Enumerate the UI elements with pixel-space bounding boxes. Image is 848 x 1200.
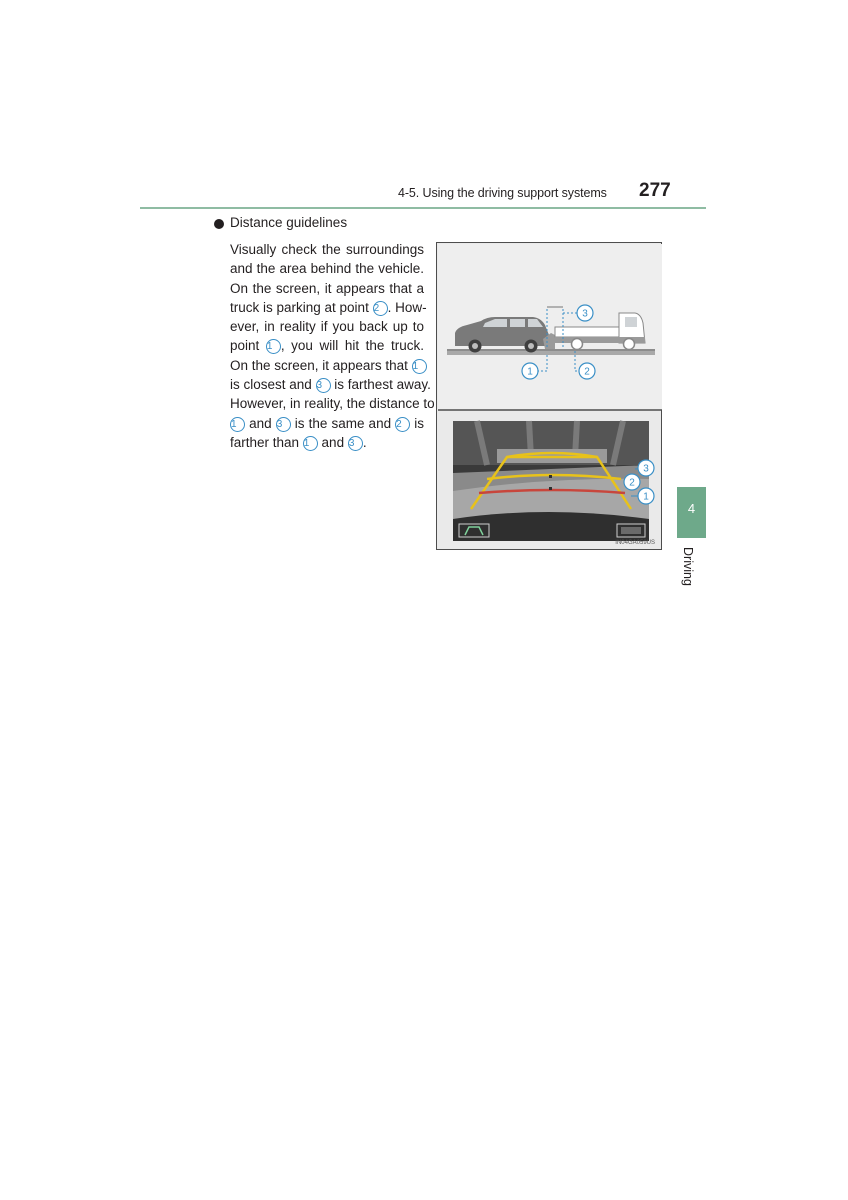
page-number: 277 <box>639 180 671 201</box>
text-segment: ever, in reality if you back up to <box>230 319 424 335</box>
illustration-drawing <box>437 243 663 551</box>
text-segment: and <box>317 434 348 450</box>
text-line <box>230 336 424 355</box>
bullet-dot-icon <box>214 219 224 229</box>
text-segment: . <box>362 434 367 450</box>
figure-code: IN04GA059US <box>615 540 655 546</box>
text-segment: and the area behind the vehicle. <box>230 261 424 277</box>
callout-1-top: 1 <box>527 366 533 378</box>
callout-number-icon: 2 <box>373 301 388 316</box>
text-line <box>230 259 424 278</box>
callout-number-icon: 1 <box>303 436 318 451</box>
text-line <box>230 240 424 259</box>
section-title: 4-5. Using the driving support systems <box>398 186 607 200</box>
text-segment: . How- <box>387 299 427 315</box>
header-divider <box>140 207 706 209</box>
callout-number-icon: 3 <box>276 417 291 432</box>
camera-screen <box>453 421 649 541</box>
text-segment: Visually check the surroundings <box>230 242 424 257</box>
callout-number-icon: 1 <box>230 417 245 432</box>
text-line <box>230 375 431 394</box>
text-segment: On the screen, it appears that a <box>230 280 424 296</box>
callout-number-icon: 2 <box>395 417 410 432</box>
text-segment: truck is parking at point <box>230 299 373 315</box>
text-line <box>230 414 424 433</box>
text-segment: On the screen, it appears that <box>230 357 412 373</box>
text-line <box>230 279 424 298</box>
body-paragraph <box>230 240 435 452</box>
callout-2-screen: 2 <box>629 477 635 489</box>
text-line <box>230 298 427 317</box>
text-segment: is closest and <box>230 377 316 393</box>
text-segment: is the same and <box>290 415 396 431</box>
text-line <box>230 356 424 375</box>
chapter-tab <box>677 487 706 538</box>
text-segment: However, in reality, the distance to <box>230 396 435 412</box>
text-segment: is farthest away. <box>330 377 431 393</box>
text-segment: is <box>410 415 425 431</box>
text-line <box>230 317 424 336</box>
callout-number-icon: 3 <box>316 378 331 393</box>
text-segment: point <box>230 338 266 354</box>
callout-number-icon: 1 <box>266 339 281 354</box>
callout-3-top: 3 <box>582 308 588 320</box>
callout-2-top: 2 <box>584 366 590 378</box>
text-segment: , you will hit the truck. <box>280 338 424 354</box>
text-segment: and <box>245 415 276 431</box>
text-segment: farther than <box>230 434 303 450</box>
text-line <box>230 394 435 413</box>
chapter-label: Driving <box>681 547 695 586</box>
callout-1-screen: 1 <box>643 491 649 503</box>
text-line <box>230 433 424 452</box>
callout-3-screen: 3 <box>643 463 649 475</box>
callout-number-icon: 3 <box>348 436 363 451</box>
distance-guidelines-illustration <box>436 242 662 550</box>
bullet-heading: Distance guidelines <box>230 215 348 230</box>
callout-number-icon: 1 <box>412 359 427 374</box>
chapter-number: 4 <box>687 501 696 516</box>
